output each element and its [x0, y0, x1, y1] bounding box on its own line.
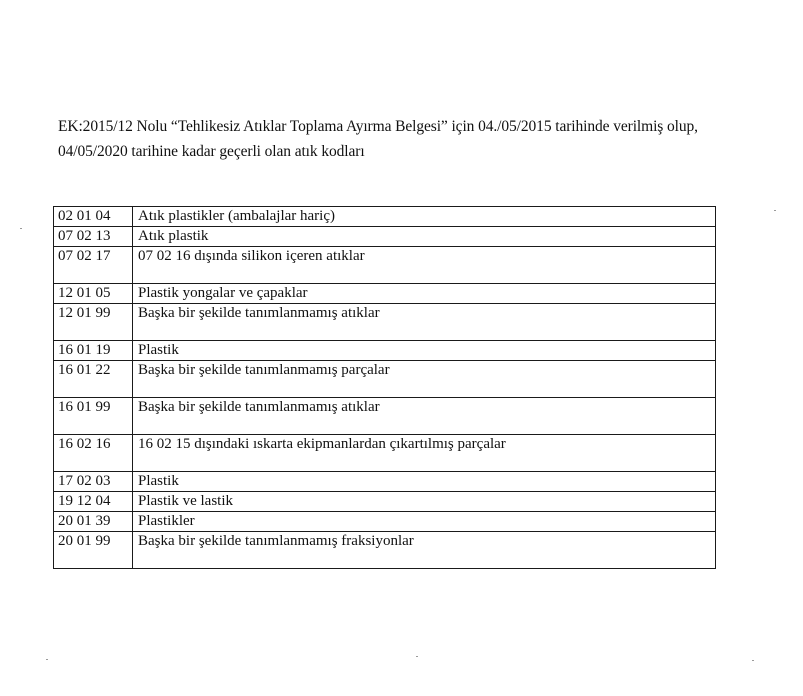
table-row	[54, 435, 716, 472]
waste-code-cell: 16 01 19	[54, 341, 133, 361]
scan-speck	[46, 659, 48, 660]
waste-code-cell: 19 12 04	[54, 492, 133, 512]
table-row	[54, 492, 716, 512]
waste-code-cell: 20 01 99	[54, 532, 133, 569]
waste-description-cell: Atık plastikler (ambalajlar hariç)	[133, 207, 716, 227]
scan-speck	[20, 228, 22, 229]
scan-speck	[416, 656, 418, 657]
waste-description-cell: Başka bir şekilde tanımlanmamış fraksiyonlar	[133, 532, 716, 569]
table-row	[54, 398, 716, 435]
waste-code-cell: 02 01 04	[54, 207, 133, 227]
scan-speck	[774, 210, 776, 211]
intro-paragraph	[58, 114, 788, 164]
table-row	[54, 207, 716, 227]
table-row	[54, 361, 716, 398]
waste-code-cell: 16 01 22	[54, 361, 133, 398]
table-row	[54, 512, 716, 532]
waste-code-table	[53, 206, 716, 569]
table-row	[54, 227, 716, 247]
waste-code-cell: 17 02 03	[54, 472, 133, 492]
waste-code-cell: 16 02 16	[54, 435, 133, 472]
intro-line-2: 04/05/2020 tarihine kadar geçerli olan atık kodları	[58, 143, 365, 160]
waste-description-cell: Plastik	[133, 341, 716, 361]
waste-code-cell: 07 02 13	[54, 227, 133, 247]
scan-speck	[752, 660, 754, 661]
waste-description-cell: Başka bir şekilde tanımlanmamış atıklar	[133, 398, 716, 435]
waste-code-cell: 20 01 39	[54, 512, 133, 532]
waste-code-cell: 12 01 99	[54, 304, 133, 341]
waste-code-cell: 07 02 17	[54, 247, 133, 284]
waste-description-cell: Atık plastik	[133, 227, 716, 247]
table-row	[54, 472, 716, 492]
waste-description-cell: 16 02 15 dışındaki ıskarta ekipmanlardan çıkartılmış parçalar	[133, 435, 716, 472]
waste-description-cell: Plastik yongalar ve çapaklar	[133, 284, 716, 304]
waste-description-cell: 07 02 16 dışında silikon içeren atıklar	[133, 247, 716, 284]
waste-description-cell: Başka bir şekilde tanımlanmamış parçalar	[133, 361, 716, 398]
table-row	[54, 247, 716, 284]
intro-line-1: EK:2015/12 Nolu “Tehlikesiz Atıklar Toplama Ayırma Belgesi” için 04./05/2015 tarihinde verilmiş olup,	[58, 118, 698, 135]
waste-code-cell: 16 01 99	[54, 398, 133, 435]
waste-description-cell: Plastik	[133, 472, 716, 492]
waste-description-cell: Başka bir şekilde tanımlanmamış atıklar	[133, 304, 716, 341]
table-row	[54, 341, 716, 361]
waste-description-cell: Plastikler	[133, 512, 716, 532]
table-row	[54, 284, 716, 304]
table-row	[54, 532, 716, 569]
table-row	[54, 304, 716, 341]
waste-description-cell: Plastik ve lastik	[133, 492, 716, 512]
waste-code-cell: 12 01 05	[54, 284, 133, 304]
